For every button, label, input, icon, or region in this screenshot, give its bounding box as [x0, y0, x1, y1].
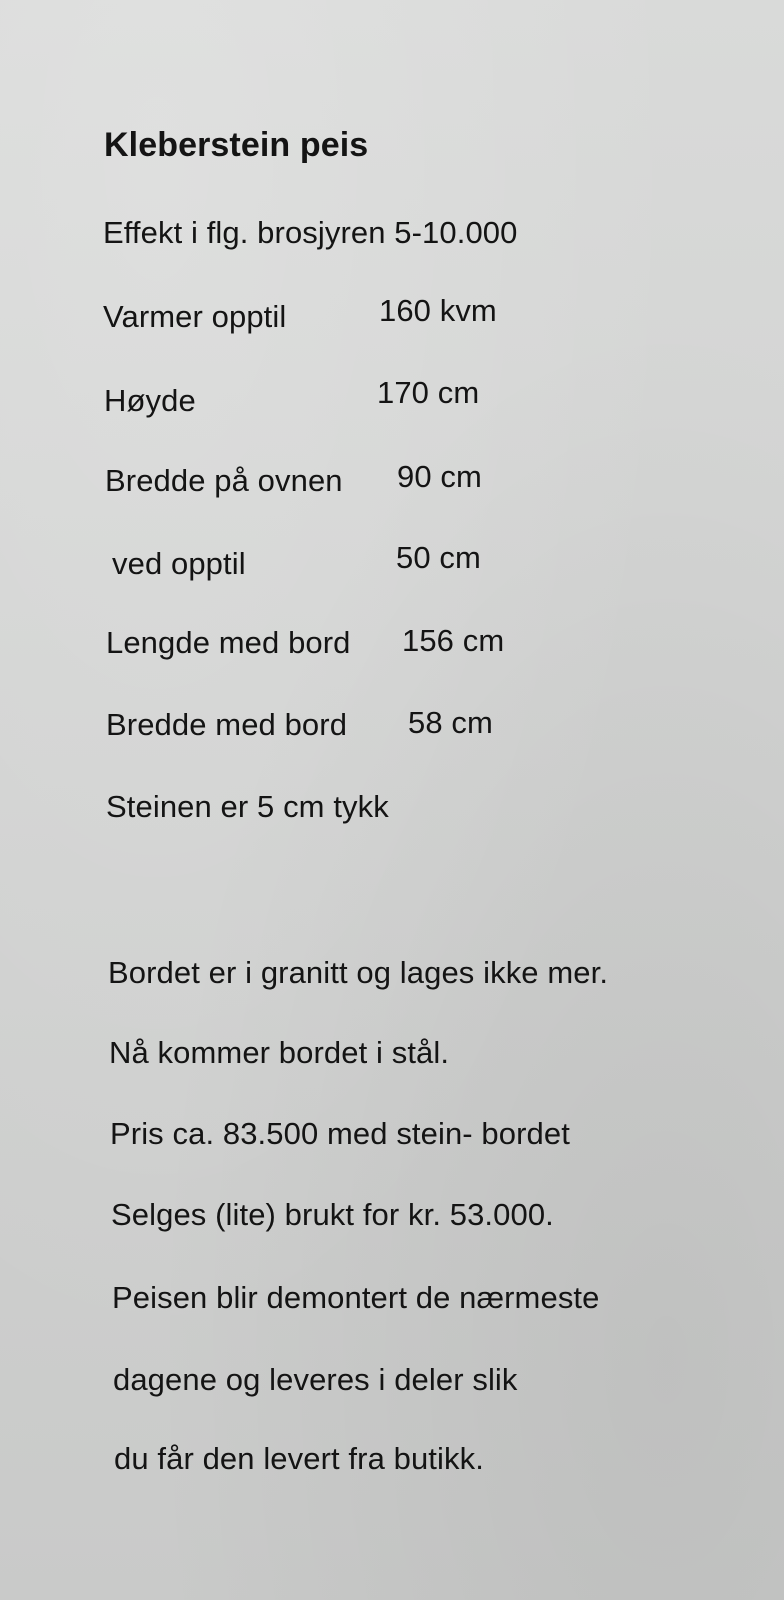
spec-lengde-bord-value: 156 cm	[402, 623, 505, 658]
spec-hoyde-value: 170 cm	[377, 375, 480, 410]
spec-lengde-bord-label: Lengde med bord	[106, 625, 351, 660]
page-title: Kleberstein peis	[104, 126, 369, 164]
spec-bredde-ovn-label: Bredde på ovnen	[105, 463, 343, 498]
spec-lengde-bord-row	[106, 623, 505, 662]
spec-ved-value: 50 cm	[396, 540, 481, 575]
note-line: Bordet er i granitt og lages ikke mer.	[108, 955, 609, 990]
spec-varmer-label: Varmer opptil	[103, 299, 287, 334]
note-line: Selges (lite) brukt for kr. 53.000.	[111, 1197, 554, 1232]
spec-bredde-ovn-value: 90 cm	[397, 459, 482, 494]
spec-stein: Steinen er 5 cm tykk	[106, 789, 389, 824]
spec-varmer-row	[103, 293, 497, 336]
note-line: du får den levert fra butikk.	[114, 1441, 484, 1476]
note-line: Peisen blir demontert de nærmeste	[112, 1280, 600, 1315]
note-line: Pris ca. 83.500 med stein- bordet	[110, 1116, 570, 1151]
note-line: Nå kommer bordet i stål.	[109, 1035, 450, 1070]
spec-bredde-bord-label: Bredde med bord	[106, 707, 348, 742]
spec-ved-row	[112, 540, 481, 583]
spec-ved-label: ved opptil	[112, 546, 246, 581]
spec-varmer-value: 160 kvm	[379, 293, 497, 328]
spec-bredde-bord-value: 58 cm	[408, 705, 493, 740]
spec-effekt: Effekt i flg. brosjyren 5-10.000	[103, 215, 518, 250]
spec-hoyde-row	[104, 375, 480, 420]
spec-hoyde-label: Høyde	[104, 383, 196, 418]
spec-bredde-bord-row	[106, 705, 493, 744]
note-line: dagene og leveres i deler slik	[113, 1362, 518, 1397]
spec-bredde-ovn-row	[105, 459, 482, 500]
